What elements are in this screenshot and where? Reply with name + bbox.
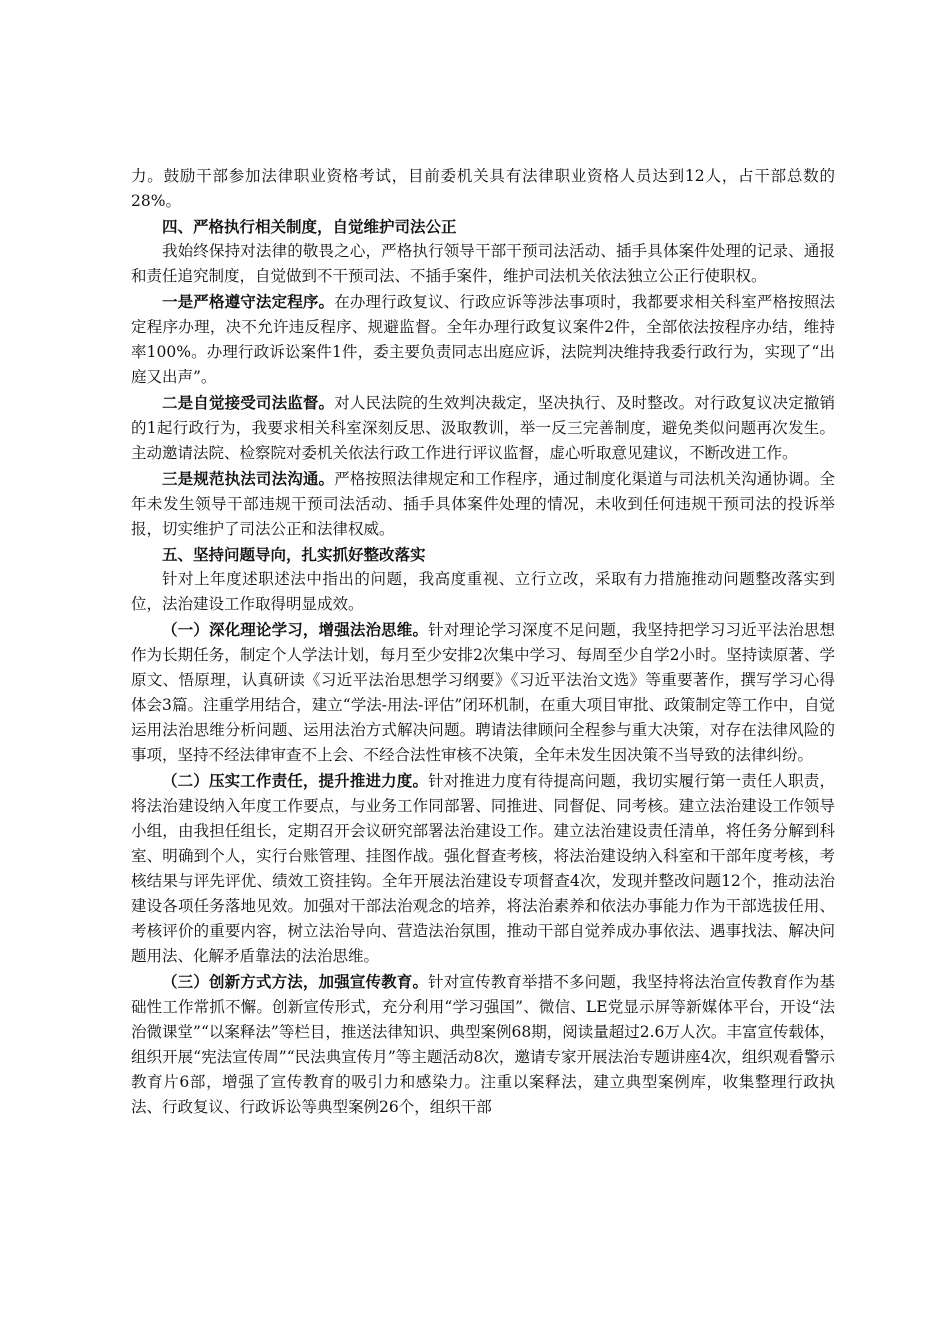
point-lead: 三是规范执法司法沟通。 bbox=[162, 469, 335, 488]
point-lead: 二是自觉接受司法监督。 bbox=[162, 393, 335, 412]
point-lead: 一是严格遵守法定程序。 bbox=[162, 292, 335, 311]
point-body: 在办理行政复议、行政应诉等涉法事项时，我都要求相关科室严格按照法定程序办理，决不允许违反程序、规避监督。全年办理行政复议案件2件，全部依法按程序办结，维持率100%。办理行政诉讼案件1件，委主要负责同志出庭应诉，法院判决维持我委行政行为，实现了“出庭又出声”。 bbox=[131, 293, 835, 386]
paragraph-point-3 bbox=[131, 466, 835, 542]
subsection-body: 针对推进力度有待提高问题，我切实履行第一责任人职责，将法治建设纳入年度工作要点，与业务工作同部署、同推进、同督促、同考核。建立法治建设工作领导小组，由我担任组长，定期召开会议研究部署法治建设工作。建立法治建设责任清单，将任务分解到科室、明确到个人，实行台账管理、挂图作战。强化督查考核，将法治建设纳入科室和干部年度考核，考核结果与评先评优、绩效工资挂钩。全年开展法治建设专项督查4次，发现并整改问题12个，推动法治建设各项任务落地见效。加强对干部法治观念的培养，将法治素养和依法办事能力作为干部选拔任用、考核评价的重要内容，树立法治导向、营造法治氛围，推动干部自觉养成办事依法、遇事找法、解决问题用法、化解矛盾靠法的法治思维。 bbox=[131, 772, 835, 965]
subsection-lead: （一）深化理论学习，增强法治思维。 bbox=[162, 620, 429, 639]
paragraph-point-2 bbox=[131, 390, 835, 466]
paragraph-intro-5: 针对上年度述职述法中指出的问题，我高度重视、立行立改，采取有力措施推动问题整改落实到位，法治建设工作取得明显成效。 bbox=[131, 570, 835, 613]
paragraph-continuation: 力。鼓励干部参加法律职业资格考试，目前委机关具有法律职业资格人员达到12人，占干部总数的28%。 bbox=[131, 167, 835, 210]
paragraph-subsection-3 bbox=[131, 969, 835, 1120]
point-body: 严格按照法律规定和工作程序，通过制度化渠道与司法机关沟通协调。全年未发生领导干部违规干预司法活动、插手具体案件处理的情况，未收到任何违规干预司法的投诉举报，切实维护了司法公正和法律权威。 bbox=[131, 470, 835, 538]
paragraph-point-1 bbox=[131, 289, 835, 390]
subsection-body: 针对宣传教育举措不多问题，我坚持将法治宣传教育作为基础性工作常抓不懈。创新宣传形式，充分利用“学习强国”、微信、LE党显示屏等新媒体平台，开设“法治微课堂”“以案释法”等栏目，推送法律知识、典型案例68期，阅读量超过2.6万人次。丰富宣传载体，组织开展“宪法宣传周”“民法典宣传月”等主题活动8次，邀请专家开展法治专题讲座4次，组织观看警示教育片6部，增强了宣传教育的吸引力和感染力。注重以案释法，建立典型案例库，收集整理行政执法、行政复议、行政诉讼等典型案例26个，组织干部 bbox=[131, 973, 835, 1116]
paragraph-subsection-1 bbox=[131, 617, 835, 768]
subsection-body: 针对理论学习深度不足问题，我坚持把学习习近平法治思想作为长期任务，制定个人学法计划，每月至少安排2次集中学习、每周至少自学2小时。坚持读原著、学原文、悟原理，认真研读《习近平法治思想学习纲要》《习近平法治文选》等重要著作，撰写学习心得体会3篇。注重学用结合，建立“学法-用法-评估”闭环机制，在重大项目审批、政策制定等工作中，自觉运用法治思维分析问题、运用法治方式解决问题。聘请法律顾问全程参与重大决策，对存在法律风险的事项，坚持不经法律审查不上会、不经合法性审核不决策，全年未发生因决策不当导致的法律纠纷。 bbox=[131, 621, 835, 764]
section-heading-5: 五、坚持问题导向，扎实抓好整改落实 bbox=[162, 545, 426, 564]
paragraph-subsection-2 bbox=[131, 768, 835, 969]
subsection-lead: （二）压实工作责任，提升推进力度。 bbox=[162, 771, 429, 790]
section-heading-4: 四、严格执行相关制度，自觉维护司法公正 bbox=[162, 217, 457, 236]
paragraph-intro-4: 我始终保持对法律的敬畏之心，严格执行领导干部干预司法活动、插手具体案件处理的记录、通报和责任追究制度，自觉做到不干预司法、不插手案件，维护司法机关依法独立公正行使职权。 bbox=[131, 242, 835, 285]
point-body: 对人民法院的生效判决裁定，坚决执行、及时整改。对行政复议决定撤销的1起行政行为，我要求相关科室深刻反思、汲取教训，举一反三完善制度，避免类似问题再次发生。主动邀请法院、检察院对委机关依法行政工作进行评议监督，虚心听取意见建议，不断改进工作。 bbox=[131, 394, 835, 462]
subsection-lead: （三）创新方式方法，加强宣传教育。 bbox=[162, 972, 429, 991]
